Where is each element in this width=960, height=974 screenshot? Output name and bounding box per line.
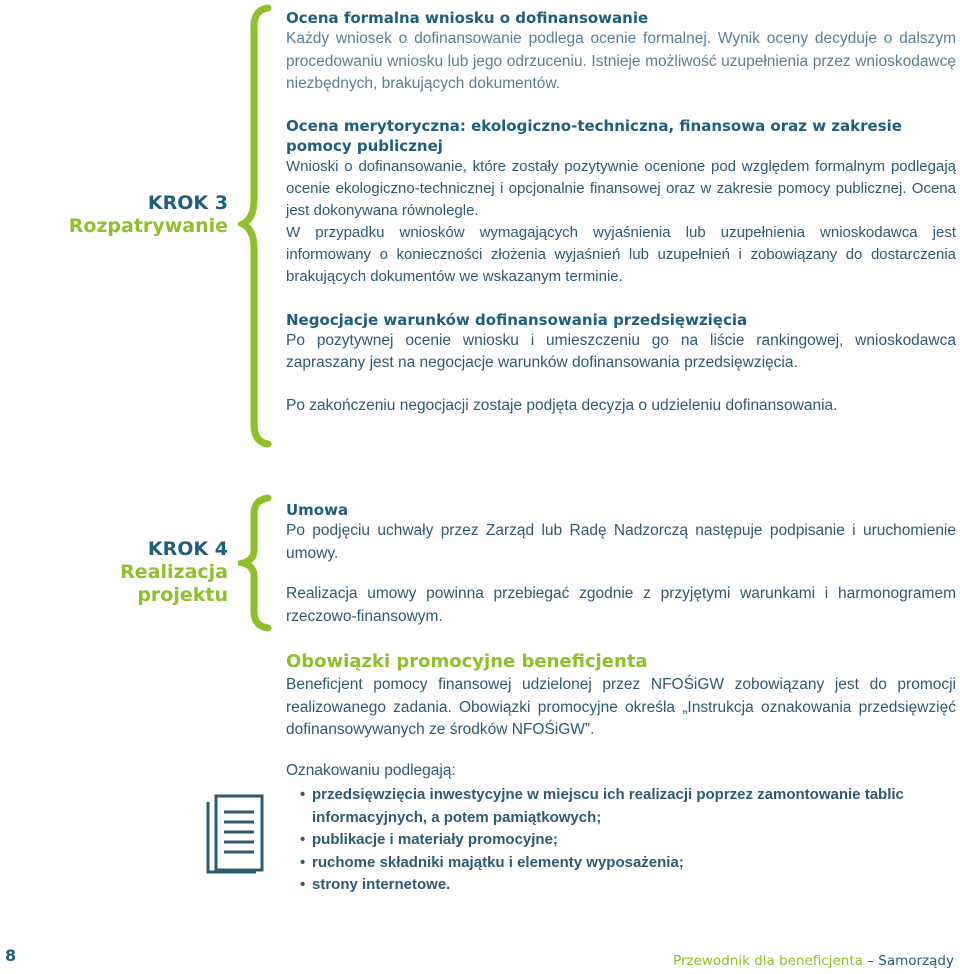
step3-content xyxy=(286,8,956,417)
section-text-merit-2: W przypadku wniosków wymagających wyjaśnienia lub uzupełnienia wnioskodawca jest informowany o konieczności złożenia wyjaśnień lub uzupełnień i zobowiązany do dostarczenia brakujących dokumentów we wskazanym terminie. xyxy=(286,223,956,285)
promo-list-intro: Oznakowaniu podlegają: xyxy=(286,761,456,779)
page-number: 8 xyxy=(5,946,17,965)
promo-heading: Obowiązki promocyjne beneficjenta xyxy=(286,651,648,672)
section-heading-negotiation: Negocjacje warunków dofinansowania przedsięwzięcia xyxy=(286,310,748,329)
list-item: • ruchome składniki majątku i elementy wyposażenia; xyxy=(300,853,684,871)
step4-subtitle-2: projektu xyxy=(137,584,228,606)
umowa-text-2: Realizacja umowy powinna przebiegać zgodnie z przyjętymi warunkami i harmonogramem rzeczowo-finansowym. xyxy=(286,585,956,625)
promo-list xyxy=(286,784,956,897)
umowa-heading: Umowa xyxy=(286,501,349,519)
list-item: • przedsięwzięcia inwestycyjne w miejscu ich realizacji poprzez zamontowanie tablic informacyjnych, a potem pamiątkowych; xyxy=(300,786,904,826)
section-heading-formal: Ocena formalna wniosku o dofinansowanie xyxy=(286,9,649,27)
step3-title: KROK 3 xyxy=(147,192,228,214)
umowa-text: Po podjęciu uchwały przez Zarząd lub Radę Nadzorczą następuje podpisanie i uruchomienie umowy. xyxy=(286,522,956,562)
section-heading-merit: Ocena merytoryczna: ekologiczno-techniczna, finansowa oraz w zakresie pomocy publicznej xyxy=(286,116,902,155)
step4-title: KROK 4 xyxy=(147,538,228,560)
section-text-negotiation: Po pozytywnej ocenie wniosku i umieszczeniu go na liście rankingowej, wnioskodawca zapraszany jest na negocjacje warunków dofinansowania przedsięwzięcia. xyxy=(286,331,956,371)
section-text-formal: Każdy wniosek o dofinansowanie podlega ocenie formalnej. Wynik oceny decyduje o dalszym procedowaniu wniosku lub jego odrzuceniu. Istnieje możliwość uzupełnienia przez wnioskodawcę niezbędnych, brakujących dokumentów. xyxy=(286,30,956,92)
section-text-merit: Wnioski o dofinansowanie, które zostały pozytywnie ocenione pod względem formalnym podlegają ocenie ekologiczno-technicznej i opcjonalnie finansowej oraz w zakresie pomocy publicznej. Ocena jest dokonywana równolegle. xyxy=(286,157,956,219)
step4-subtitle-1: Realizacja xyxy=(120,561,228,583)
step3-label xyxy=(40,192,228,238)
curly-brace-icon xyxy=(238,4,274,448)
footer-title xyxy=(673,953,954,969)
promo-text: Beneficjent pomocy finansowej udzielonej przez NFOŚiGW zobowiązany jest do promocji realizowanego zadania. Obowiązki promocyjne określa „Instrukcja oznakowania przedsięwzięć dofinansowywanych ze środków NFOŚiGW”. xyxy=(286,676,956,738)
step3-subtitle: Rozpatrywanie xyxy=(68,215,228,237)
footer-dash: – xyxy=(867,953,874,969)
document-icon xyxy=(200,790,266,876)
list-item: • strony internetowe. xyxy=(300,876,451,893)
step4-label xyxy=(40,538,228,607)
section-text-negotiation-2: Po zakończeniu negocjacji zostaje podjęta decyzja o udzieleniu dofinansowania. xyxy=(286,396,838,414)
step4-content xyxy=(286,500,956,897)
footer-audience: Samorządy xyxy=(878,953,954,969)
curly-brace-icon xyxy=(238,494,274,632)
list-item: • publikacje i materiały promocyjne; xyxy=(300,831,558,848)
footer-guide: Przewodnik dla beneficjenta xyxy=(673,953,863,969)
